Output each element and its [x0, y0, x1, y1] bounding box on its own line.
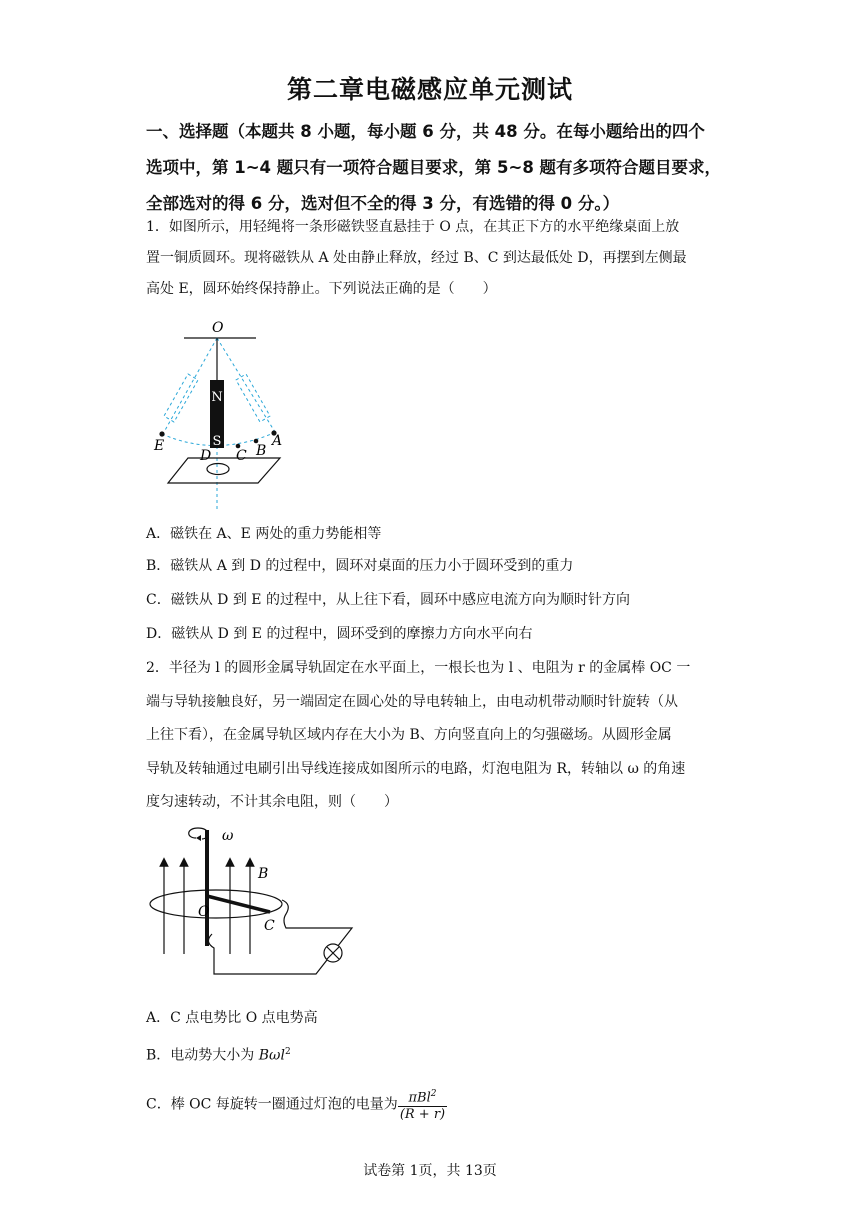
label-d: D	[200, 448, 212, 464]
q1-option-c: C．磁铁从 D 到 E 的过程中，从上往下看，圆环中感应电流方向为顺时针方向	[146, 592, 630, 608]
metal-rod-oc	[207, 896, 270, 912]
section-line: 全部选对的得 6 分，选对但不全的得 3 分，有选错的得 0 分。）	[146, 194, 620, 213]
question-1-stem	[146, 212, 724, 305]
q1-option-b: B．磁铁从 A 到 D 的过程中，圆环对桌面的压力小于圆环受到的重力	[146, 558, 574, 574]
fraction-denominator: (R + r)	[399, 1107, 446, 1123]
magnet-south-label: S	[212, 434, 222, 449]
copper-ring	[207, 464, 229, 475]
question-2-stem	[146, 652, 724, 820]
q2-option-a: A．C 点电势比 O 点电势高	[146, 1010, 318, 1026]
q2-option-c	[146, 1086, 447, 1123]
q1-option-a: A．磁铁在 A、E 两处的重力势能相等	[146, 526, 382, 542]
table-top	[168, 458, 280, 483]
question-line: 1．如图所示，用轻绳将一条形磁铁竖直悬挂于 O 点，在其正下方的水平绝缘桌面上放	[146, 219, 680, 235]
section-line: 选项中，第 1~4 题只有一项符合题目要求，第 5~8 题有多项符合题目要求，	[146, 158, 722, 177]
option-exponent: 2	[284, 1047, 291, 1057]
option-text: B．电动势大小为	[146, 1047, 259, 1064]
magnet-north-label: N	[211, 390, 223, 405]
label-b: B	[258, 866, 269, 882]
magnet-pendulum-figure	[146, 318, 296, 513]
charge-fraction	[398, 1086, 447, 1123]
label-o: O	[212, 320, 224, 336]
section-instructions	[146, 114, 726, 222]
rope-right	[217, 338, 275, 432]
label-b: B	[256, 443, 267, 459]
question-line: 度匀速转动，不计其余电阻，则（ ）	[146, 794, 398, 810]
q1-option-d: D．磁铁从 D 到 E 的过程中，圆环受到的摩擦力方向水平向右	[146, 626, 533, 642]
rotating-rod-circuit-figure	[146, 824, 361, 999]
label-a: A	[272, 433, 283, 449]
q2-option-b	[146, 1042, 291, 1066]
point-e-dot	[159, 431, 164, 436]
question-line: 2．半径为 l 的圆形金属导轨固定在水平面上，一根长也为 l 、电阻为 r 的金属棒 OC 一	[146, 660, 691, 676]
label-o: O	[198, 904, 210, 920]
rope-left	[164, 338, 217, 432]
question-line: 置一铜质圆环。现将磁铁从 A 处由静止释放，经过 B、C 到达最低处 D，再摆到左侧最	[146, 250, 687, 266]
circular-rail	[150, 890, 282, 918]
question-line: 上往下看），在金属导轨区域内存在大小为 B、方向竖直向上的匀强磁场。从圆形金属	[146, 727, 672, 743]
section-line: 一、选择题（本题共 8 小题，每小题 6 分，共 48 分。在每小题给出的四个	[146, 122, 705, 141]
page-title: 第二章电磁感应单元测试	[286, 75, 573, 104]
label-c: C	[236, 448, 247, 464]
page-footer: 试卷第 1页，共 13页	[363, 1163, 497, 1179]
label-e: E	[154, 438, 165, 454]
option-formula: Bωl	[258, 1047, 285, 1064]
question-line: 端与导轨接触良好，另一端固定在圆心处的导电转轴上，由电动机带动顺时针旋转（从	[146, 693, 678, 710]
option-text: C．棒 OC 每旋转一圈通过灯泡的电量为	[146, 1096, 398, 1113]
label-omega: ω	[222, 828, 234, 844]
label-c: C	[264, 918, 275, 934]
question-line: 高处 E，圆环始终保持静止。下列说法正确的是（ ）	[146, 281, 497, 297]
question-line: 导轨及转轴通过电刷引出导线连接成如图所示的电路，灯泡电阻为 R，转轴以 ω 的角速	[146, 760, 686, 777]
fraction-numerator: πBl$^2$	[398, 1086, 447, 1107]
